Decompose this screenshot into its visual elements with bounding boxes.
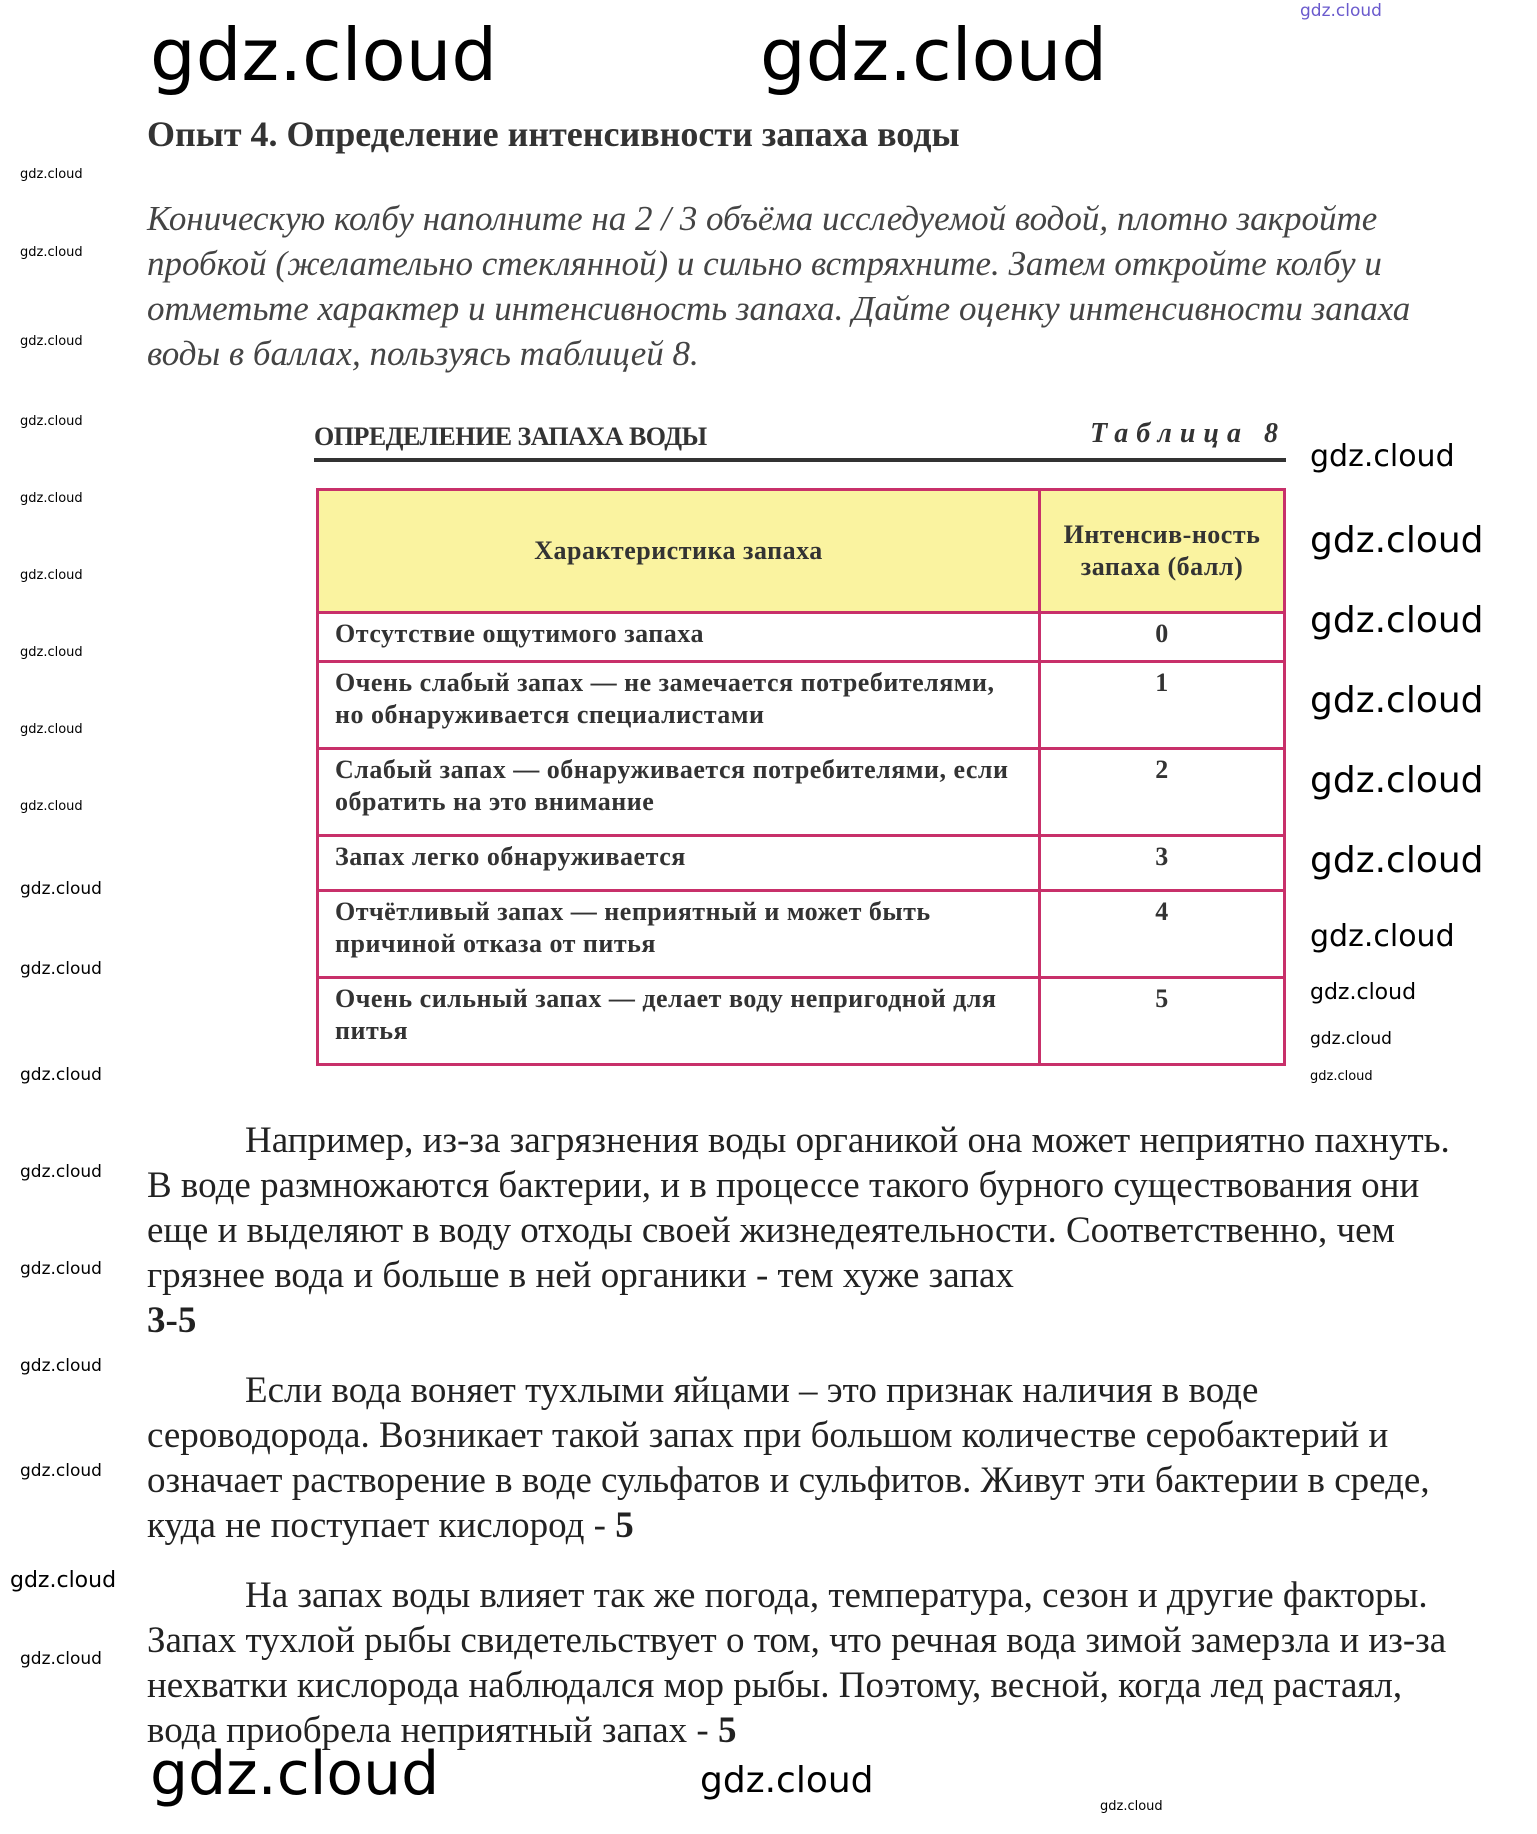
answer-score: 5 — [615, 1505, 634, 1546]
table-row — [318, 978, 1285, 1065]
watermark: gdz.cloud — [20, 799, 83, 814]
answer-score: 3-5 — [147, 1300, 197, 1341]
watermark: gdz.cloud — [10, 1568, 117, 1593]
table-caption-row — [314, 418, 1286, 458]
watermark: gdz.cloud — [20, 167, 83, 182]
divider — [314, 458, 1286, 462]
watermark: gdz.cloud — [700, 1760, 874, 1801]
row-description: Запах легко обнаруживается — [318, 836, 1040, 891]
answer-score: 5 — [717, 1710, 737, 1751]
watermark: gdz.cloud — [1310, 919, 1455, 954]
answer-text: На запах воды влияет так же погода, температура, сезон и другие факторы. Запах тухлой рыбы свидетельствует о том, что речная вода зимой замерзла и из-за нехватки кислорода наблюдался мор рыбы. Поэтому, весной, когда лед растаял, вода приобрела неприятный запах - — [147, 1575, 1447, 1751]
watermark: gdz.cloud — [1310, 980, 1417, 1005]
watermark: gdz.cloud — [1310, 1029, 1392, 1049]
watermark: gdz.cloud — [150, 13, 498, 97]
row-score: 2 — [1040, 749, 1285, 836]
watermark: gdz.cloud — [760, 13, 1108, 97]
watermark: gdz.cloud — [20, 1162, 102, 1182]
watermark: gdz.cloud — [20, 722, 83, 737]
table-row — [318, 662, 1285, 749]
watermark: gdz.cloud — [20, 568, 83, 583]
intro-paragraph: Коническую колбу наполните на 2 / 3 объёма исследуемой водой, плотно закройте пробкой (желательно стеклянной) и сильно встряхните. Затем откройте колбу и отметьте характер и интенсивность запаха. Дайте оценку интенсивности запаха воды в баллах, пользуясь таблицей 8. — [147, 199, 1411, 373]
watermark: gdz.cloud — [20, 959, 102, 979]
row-score: 1 — [1040, 662, 1285, 749]
watermark: gdz.cloud — [20, 414, 83, 429]
watermark: gdz.cloud — [1310, 840, 1484, 881]
table-caption: ОПРЕДЕЛЕНИЕ ЗАПАХА ВОДЫ — [314, 422, 707, 451]
table-header-row — [318, 490, 1285, 613]
watermark: gdz.cloud — [1310, 1069, 1373, 1084]
watermark: gdz.cloud — [20, 491, 83, 506]
watermark: gdz.cloud — [1310, 680, 1484, 721]
watermark: gdz.cloud — [150, 1739, 440, 1809]
answer-3 — [147, 1573, 1467, 1753]
page-title: Опыт 4. Определение интенсивности запаха воды — [147, 114, 960, 154]
row-description: Очень сильный запах — делает воду непригодной для питья — [318, 978, 1040, 1065]
answer-text: Например, из-за загрязнения воды органикой она может неприятно пахнуть. В воде размножаются бактерии, и в процессе такого бурного существования они еще и выделяют в воду отходы своей жизнедеятельности. Соответственно, чем грязнее вода и больше в ней органики - тем хуже запах — [147, 1120, 1450, 1296]
watermark: gdz.cloud — [20, 1065, 102, 1085]
header-score: Интенсив-ность запаха (балл) — [1040, 490, 1285, 613]
answers — [147, 1118, 1467, 1753]
watermark: gdz.cloud — [1310, 760, 1484, 801]
table-number: Таблица 8 — [1090, 418, 1286, 449]
answer-2 — [147, 1368, 1467, 1548]
row-description: Отчётливый запах — неприятный и может быть причиной отказа от питья — [318, 891, 1040, 978]
watermark: gdz.cloud — [1310, 600, 1484, 641]
watermark: gdz.cloud — [20, 645, 83, 660]
table-row — [318, 749, 1285, 836]
answer-text: Если вода воняет тухлыми яйцами – это признак наличия в воде сероводорода. Возникает такой запах при большом количестве серобактерий и означает растворение в воде сульфатов и сульфитов. Живут эти бактерии в среде, куда не поступает кислород - — [147, 1370, 1430, 1546]
watermark: gdz.cloud — [20, 245, 83, 260]
watermark: gdz.cloud — [20, 1259, 102, 1279]
row-score: 0 — [1040, 613, 1285, 662]
row-score: 3 — [1040, 836, 1285, 891]
watermark: gdz.cloud — [1100, 1799, 1163, 1814]
watermark: gdz.cloud — [20, 334, 83, 349]
answer-1 — [147, 1118, 1467, 1343]
row-score: 4 — [1040, 891, 1285, 978]
table-row — [318, 836, 1285, 891]
row-score: 5 — [1040, 978, 1285, 1065]
watermark: gdz.cloud — [20, 1461, 102, 1481]
odor-table — [316, 488, 1286, 1066]
row-description: Очень слабый запах — не замечается потребителями, но обнаруживается специалистами — [318, 662, 1040, 749]
watermark: gdz.cloud — [1310, 520, 1484, 561]
header-description: Характеристика запаха — [318, 490, 1040, 613]
watermark: gdz.cloud — [1310, 439, 1455, 474]
row-description: Отсутствие ощутимого запаха — [318, 613, 1040, 662]
table-row — [318, 613, 1285, 662]
watermark: gdz.cloud — [20, 1356, 102, 1376]
watermark: gdz.cloud — [20, 1649, 102, 1669]
watermark: gdz.cloud — [1300, 1, 1382, 21]
table-row — [318, 891, 1285, 978]
row-description: Слабый запах — обнаруживается потребителями, если обратить на это внимание — [318, 749, 1040, 836]
watermark: gdz.cloud — [20, 879, 102, 899]
